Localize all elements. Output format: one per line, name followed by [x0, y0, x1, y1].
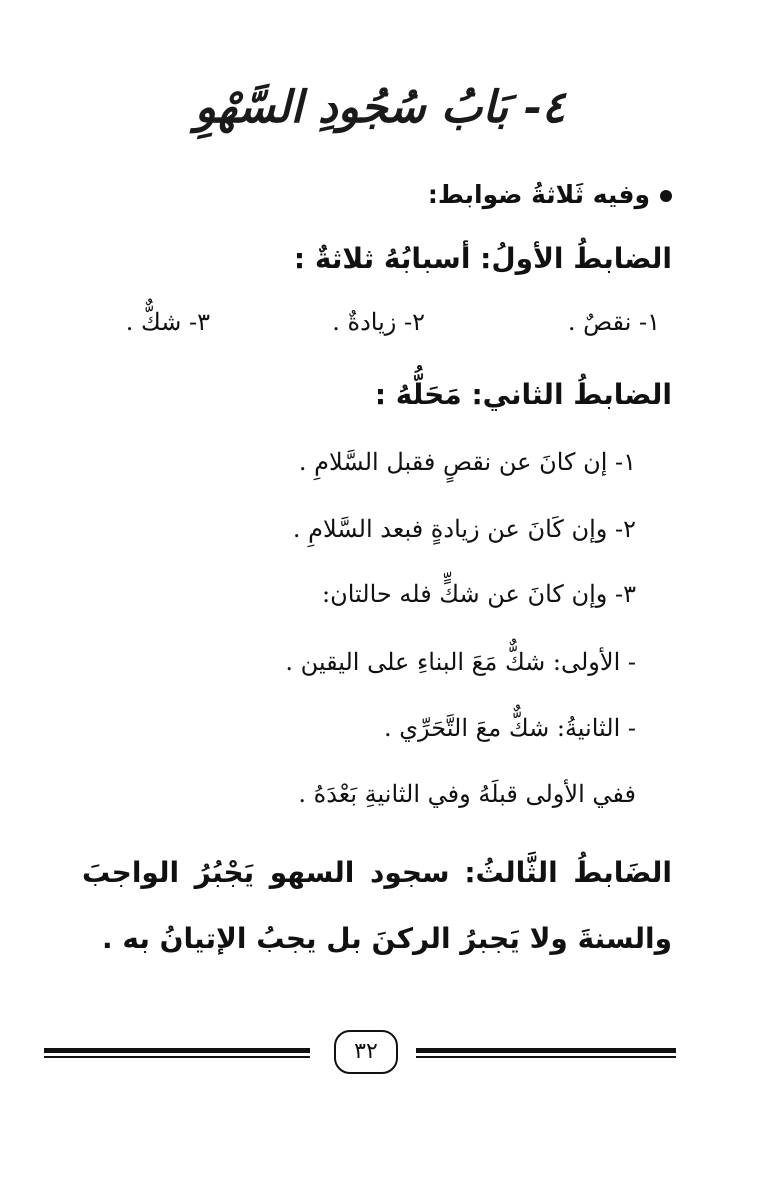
- rule2-sub-item: - الأولى: شكٌّ مَعَ البناءِ على اليقين .: [285, 648, 636, 676]
- chapter-title: ٤- بَابُ سُجُودِ السَّهْوِ: [194, 82, 566, 133]
- rule1-heading: الضابطُ الأولُ: أسبابُهُ ثلاثةٌ :: [293, 242, 672, 275]
- rule2-heading: الضابطُ الثاني: مَحَلُّهُ :: [374, 378, 672, 411]
- rule1-causes: [100, 308, 660, 348]
- rule2-item: ٣- وإن كانَ عن شكٍّ فله حالتان:: [322, 580, 636, 608]
- footer-rule-right: [416, 1048, 676, 1058]
- footer-rule-left: [44, 1048, 310, 1058]
- rule2-sub-item: - الثانيةُ: شكٌّ معَ التَّحَرِّي .: [384, 714, 636, 742]
- intro-line: [428, 180, 672, 209]
- cause-item: ٢- زيادةٌ .: [332, 308, 425, 336]
- page-number: ٣٢: [334, 1030, 398, 1074]
- rule2-item: ٢- وإن كَانَ عن زيادةٍ فبعد السَّلامِ .: [292, 515, 636, 543]
- rule2-conclusion: ففي الأولى قبلَهُ وفي الثانيةِ بَعْدَهُ .: [298, 780, 636, 808]
- rule2-item: ١- إن كانَ عن نقصٍ فقبل السَّلامِ .: [298, 448, 636, 476]
- rule3-text: سجود السهو يَجْبُرُ الواجبَ والسنةَ ولا يَجبرُ الركنَ بل يجبُ الإتيانُ به .: [82, 856, 672, 955]
- page-footer: [44, 1030, 676, 1080]
- cause-item: ١- نقصٌ .: [567, 308, 660, 336]
- bullet-icon: [660, 190, 672, 202]
- intro-text: وفيه ثَلاثةُ ضوابط:: [427, 180, 650, 209]
- rule3-label: الضَابطُ الثَّالثُ:: [464, 856, 672, 889]
- rule3-paragraph: [82, 840, 672, 972]
- cause-item: ٣- شكٌّ .: [125, 308, 210, 336]
